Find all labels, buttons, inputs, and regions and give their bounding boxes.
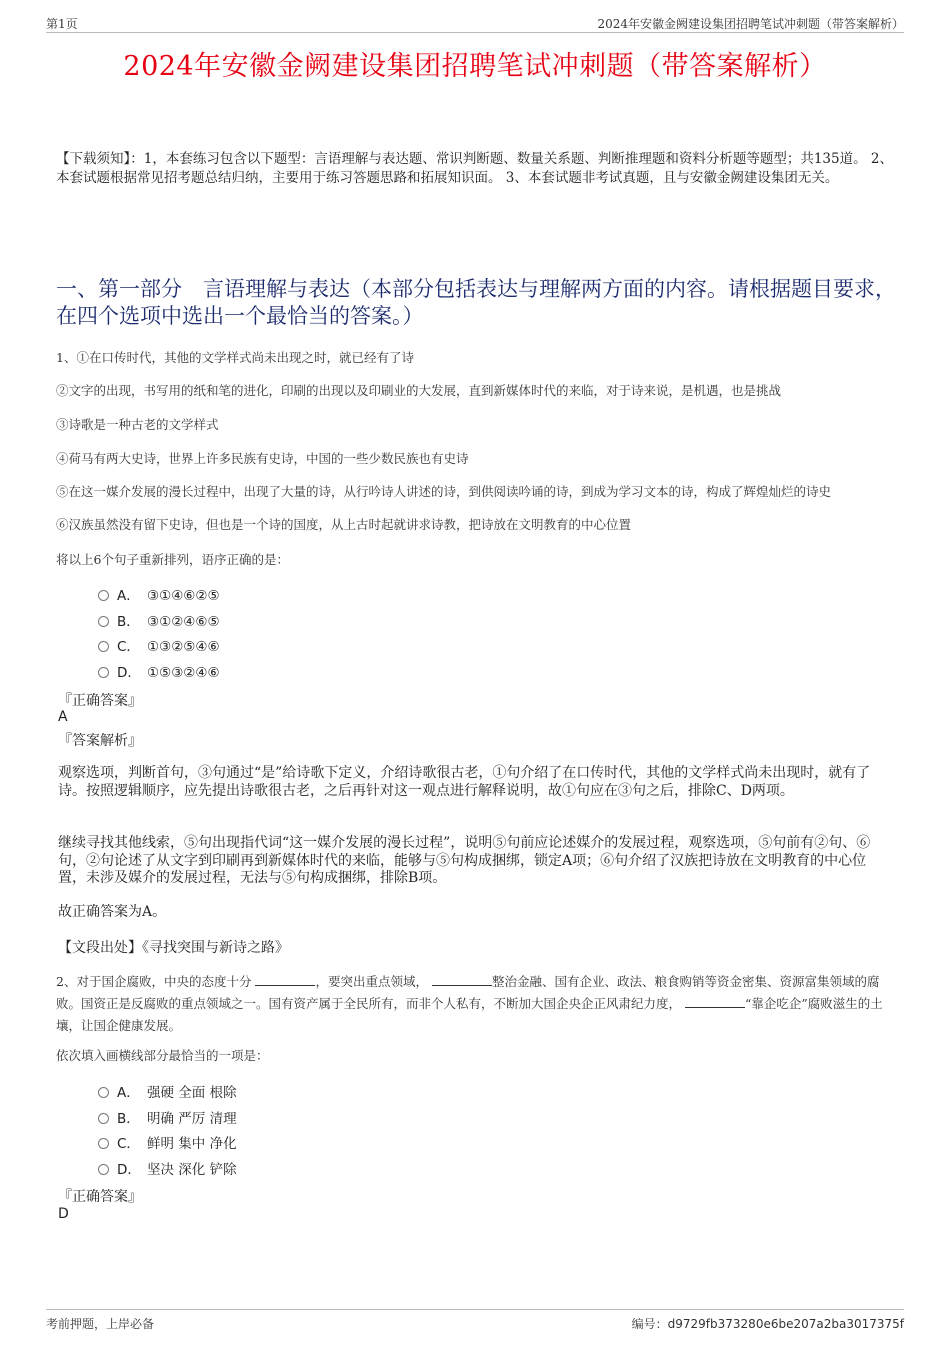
q1-analysis-para-2: 继续寻找其他线索，⑤句出现指代词“这一媒介发展的漫长过程”，说明⑤句前应论述媒介的发展过程，观察选项，⑤句前有②句、⑥句，②句论述了从文字到印刷再到新媒体时代的来临，能够与⑤句构成捆绑，锁定A项；⑥句介绍了汉族把诗放在文明教育的中心位置，未涉及媒介的发展过程，无法与⑤句构成捆绑，排除B项。 — [58, 835, 871, 886]
fill-blank — [255, 975, 315, 986]
radio-icon[interactable] — [98, 641, 109, 652]
q1-option-c[interactable]: C． ①③②⑤④⑥ — [98, 635, 220, 655]
radio-icon[interactable] — [98, 667, 109, 678]
q1-line-4: ④荷马有两大史诗，世界上许多民族有史诗，中国的一些少数民族也有史诗 — [56, 451, 469, 466]
radio-icon[interactable] — [98, 1138, 109, 1149]
download-notice: 【下载须知】：1，本套练习包含以下题型：言语理解与表达题、常识判断题、数量关系题、判断推理题和资料分析题等题型；共135道。 2、本套试题根据常见招考题总结归纳，主要用于练习答题思路和拓展知识面。 3、本套试题非考试真题，且与安徽金阙建设集团无关。 — [56, 151, 893, 186]
page-title: 2024年安徽金阙建设集团招聘笔试冲刺题（带答案解析） — [123, 51, 827, 82]
q2-option-a[interactable]: A． 强硬 全面 根除 — [98, 1081, 237, 1101]
q1-answer: A — [58, 709, 68, 725]
q1-option-d[interactable]: D． ①⑤③②④⑥ — [98, 661, 220, 681]
q1-line-5: ⑤在这一媒介发展的漫长过程中，出现了大量的诗，从行吟诗人讲述的诗，到供阅读吟诵的诗，到成为学习文本的诗，构成了辉煌灿烂的诗史 — [56, 484, 832, 499]
q1-analysis-label: 『答案解析』 — [58, 733, 142, 749]
q1-answer-label: 『正确答案』 — [58, 693, 142, 709]
q1-option-b[interactable]: B． ③①②④⑥⑤ — [98, 610, 220, 630]
footer-slogan: 考前押题，上岸必备 — [46, 1317, 155, 1331]
q2-answer: D — [58, 1206, 69, 1222]
fill-blank — [432, 975, 492, 986]
q2-answer-label: 『正确答案』 — [58, 1189, 142, 1205]
radio-icon[interactable] — [98, 1164, 109, 1175]
q1-prompt: 将以上6个句子重新排列，语序正确的是： — [56, 552, 289, 567]
radio-icon[interactable] — [98, 616, 109, 627]
footer-code: 编号：d9729fb373280e6be207a2ba3017375f — [631, 1317, 904, 1331]
q1-line-1: 1、①在口传时代，其他的文学样式尚未出现之时，就已经有了诗 — [56, 350, 414, 365]
radio-icon[interactable] — [98, 590, 109, 601]
q1-analysis-para-3: 故正确答案为A。 — [58, 904, 167, 920]
q2-option-c[interactable]: C． 鲜明 集中 净化 — [98, 1132, 237, 1152]
q2-option-b[interactable]: B． 明确 严厉 清理 — [98, 1107, 237, 1127]
page-header — [46, 14, 904, 33]
radio-icon[interactable] — [98, 1113, 109, 1124]
section-title: 一、第一部分 言语理解与表达（本部分包括表达与理解两方面的内容。请根据题目要求，在四个选项中选出一个最恰当的答案。） — [56, 277, 896, 328]
q2-text: 2、对于国企腐败，中央的态度十分 ，要突出重点领域， 整治金融、国有企业、政法、粮食购销等资金密集、资源富集领域的腐败。国资正是反腐败的重点领域之一。国有资产属于全民所有，而非个人私有，不断加大国企央企正风肃纪力度， “靠企吃企”腐败滋生的土壤，让国企健康发展。 — [56, 974, 883, 1033]
q1-line-2: ②文字的出现，书写用的纸和笔的进化，印刷的出现以及印刷业的大发展，直到新媒体时代的来临，对于诗来说，是机遇，也是挑战 — [56, 383, 782, 398]
page-footer — [46, 1309, 904, 1332]
header-doc-title: 2024年安徽金阙建设集团招聘笔试冲刺题（带答案解析） — [597, 17, 904, 31]
q1-source: 【文段出处】《寻找突围与新诗之路》 — [58, 940, 289, 956]
radio-icon[interactable] — [98, 1087, 109, 1098]
q1-line-3: ③诗歌是一种古老的文学样式 — [56, 417, 219, 432]
q1-line-6: ⑥汉族虽然没有留下史诗，但也是一个诗的国度，从上古时起就讲求诗教，把诗放在文明教育的中心位置 — [56, 517, 632, 532]
q2-prompt: 依次填入画横线部分最恰当的一项是： — [56, 1048, 269, 1063]
q1-option-a[interactable]: A． ③①④⑥②⑤ — [98, 584, 220, 604]
q2-option-d[interactable]: D． 坚决 深化 铲除 — [98, 1158, 237, 1178]
q1-analysis-para-1: 观察选项，判断首句，③句通过“是”给诗歌下定义，介绍诗歌很古老，①句介绍了在口传时代，其他的文学样式尚未出现时，就有了诗。按照逻辑顺序，应先提出诗歌很古老，之后再针对这一观点进行解释说明，故①句应在③句之后，排除C、D两项。 — [58, 765, 871, 799]
page-number: 第1页 — [46, 17, 78, 31]
fill-blank — [685, 997, 745, 1008]
